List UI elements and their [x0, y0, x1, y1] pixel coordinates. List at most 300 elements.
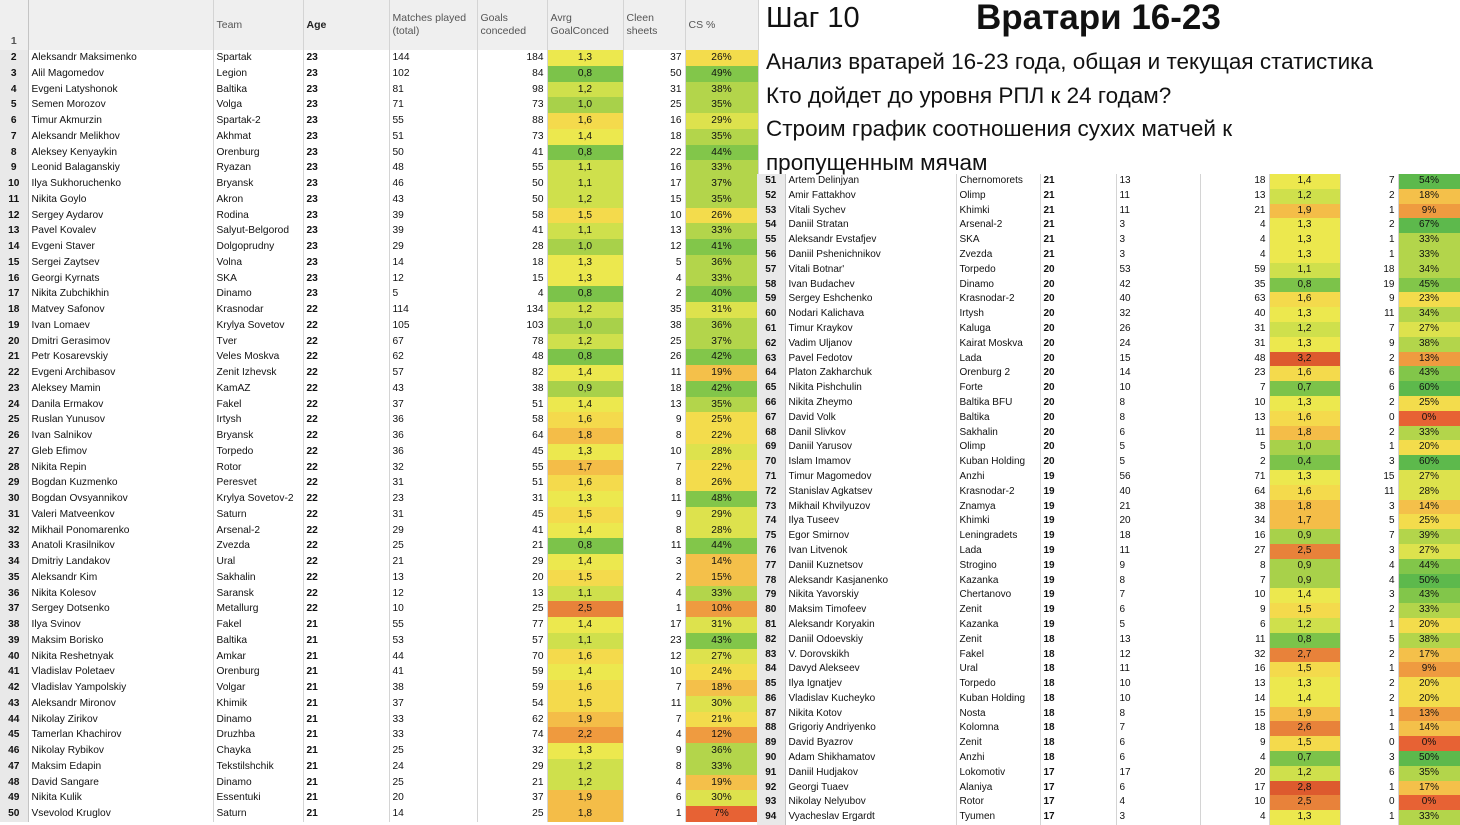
goals-cell[interactable]: 16: [1200, 529, 1269, 544]
cs-pct-cell[interactable]: 49%: [685, 66, 758, 82]
player-name[interactable]: Aleksey Kenyaykin: [28, 145, 213, 161]
cs-pct-cell[interactable]: 25%: [685, 412, 758, 428]
matches-cell[interactable]: 9: [1116, 559, 1200, 574]
goals-cell[interactable]: 71: [1200, 470, 1269, 485]
row-number[interactable]: 76: [757, 544, 785, 559]
goals-cell[interactable]: 32: [477, 743, 547, 759]
avg-goals-cell[interactable]: 1,4: [547, 365, 623, 381]
team-name[interactable]: Kairat Moskva: [956, 337, 1040, 352]
cs-pct-cell[interactable]: 9%: [1398, 204, 1460, 219]
cs-pct-cell[interactable]: 38%: [685, 82, 758, 98]
matches-cell[interactable]: 10: [1116, 677, 1200, 692]
avg-goals-cell[interactable]: 1,3: [1269, 810, 1340, 825]
avg-goals-cell[interactable]: 1,3: [547, 743, 623, 759]
row-number[interactable]: 85: [757, 677, 785, 692]
player-name[interactable]: Aleksey Mamin: [28, 381, 213, 397]
matches-cell[interactable]: 56: [1116, 470, 1200, 485]
goals-cell[interactable]: 18: [477, 255, 547, 271]
goals-cell[interactable]: 27: [1200, 544, 1269, 559]
matches-cell[interactable]: 6: [1116, 426, 1200, 441]
age-cell[interactable]: 23: [303, 176, 389, 192]
clean-sheets-cell[interactable]: 2: [1340, 189, 1398, 204]
team-name[interactable]: Baltika: [213, 82, 303, 98]
goals-cell[interactable]: 13: [477, 586, 547, 602]
clean-sheets-cell[interactable]: 2: [1340, 352, 1398, 367]
cs-pct-cell[interactable]: 7%: [685, 806, 758, 822]
age-cell[interactable]: 19: [1040, 559, 1116, 574]
clean-sheets-cell[interactable]: 7: [623, 680, 685, 696]
row-number[interactable]: 6: [0, 113, 28, 129]
cs-pct-cell[interactable]: 35%: [685, 97, 758, 113]
age-cell[interactable]: 20: [1040, 292, 1116, 307]
cs-pct-cell[interactable]: 25%: [1398, 396, 1460, 411]
matches-cell[interactable]: 6: [1116, 736, 1200, 751]
clean-sheets-cell[interactable]: 17: [623, 617, 685, 633]
goals-cell[interactable]: 50: [477, 176, 547, 192]
avg-goals-cell[interactable]: 1,3: [1269, 337, 1340, 352]
avg-goals-cell[interactable]: 1,2: [1269, 618, 1340, 633]
cs-pct-cell[interactable]: 25%: [1398, 514, 1460, 529]
player-name[interactable]: Timur Akmurzin: [28, 113, 213, 129]
team-name[interactable]: Orenburg: [213, 664, 303, 680]
player-name[interactable]: David Sangare: [28, 775, 213, 791]
team-name[interactable]: Zvezda: [213, 538, 303, 554]
team-name[interactable]: Baltika: [956, 411, 1040, 426]
row-number[interactable]: 46: [0, 743, 28, 759]
matches-cell[interactable]: 4: [1116, 795, 1200, 810]
matches-cell[interactable]: 7: [1116, 721, 1200, 736]
age-cell[interactable]: 22: [303, 318, 389, 334]
age-cell[interactable]: 20: [1040, 322, 1116, 337]
avg-goals-cell[interactable]: 1,9: [1269, 707, 1340, 722]
matches-cell[interactable]: 17: [1116, 766, 1200, 781]
player-name[interactable]: Ivan Budachev: [785, 278, 956, 293]
goals-cell[interactable]: 84: [477, 66, 547, 82]
goals-cell[interactable]: 31: [1200, 322, 1269, 337]
cs-pct-cell[interactable]: 44%: [685, 145, 758, 161]
player-name[interactable]: Danila Ermakov: [28, 397, 213, 413]
goals-cell[interactable]: 58: [477, 208, 547, 224]
clean-sheets-cell[interactable]: 22: [623, 145, 685, 161]
team-name[interactable]: Alaniya: [956, 781, 1040, 796]
goals-cell[interactable]: 184: [477, 50, 547, 66]
player-name[interactable]: Sergey Aydarov: [28, 208, 213, 224]
goals-cell[interactable]: 29: [477, 759, 547, 775]
row-number[interactable]: 71: [757, 470, 785, 485]
cs-pct-cell[interactable]: 30%: [685, 696, 758, 712]
row-number[interactable]: 7: [0, 129, 28, 145]
goals-cell[interactable]: 78: [477, 334, 547, 350]
matches-cell[interactable]: 33: [389, 712, 477, 728]
matches-cell[interactable]: 7: [1116, 588, 1200, 603]
goals-cell[interactable]: 21: [477, 775, 547, 791]
matches-cell[interactable]: 31: [389, 475, 477, 491]
goals-cell[interactable]: 57: [477, 633, 547, 649]
goals-cell[interactable]: 38: [1200, 500, 1269, 515]
clean-sheets-cell[interactable]: 8: [623, 523, 685, 539]
clean-sheets-cell[interactable]: 9: [623, 412, 685, 428]
row-number[interactable]: 64: [757, 366, 785, 381]
row-number[interactable]: 84: [757, 662, 785, 677]
cs-pct-cell[interactable]: 27%: [1398, 470, 1460, 485]
avg-goals-cell[interactable]: 1,9: [547, 712, 623, 728]
age-cell[interactable]: 23: [303, 82, 389, 98]
matches-cell[interactable]: 37: [389, 696, 477, 712]
cs-pct-cell[interactable]: 38%: [1398, 633, 1460, 648]
team-name[interactable]: Anzhi: [956, 751, 1040, 766]
clean-sheets-cell[interactable]: 38: [623, 318, 685, 334]
team-name[interactable]: Ryazan: [213, 160, 303, 176]
matches-cell[interactable]: 29: [389, 239, 477, 255]
row-number[interactable]: 17: [0, 286, 28, 302]
clean-sheets-cell[interactable]: 2: [1340, 648, 1398, 663]
team-name[interactable]: Veles Moskva: [213, 349, 303, 365]
matches-cell[interactable]: 55: [389, 617, 477, 633]
matches-cell[interactable]: 11: [1116, 204, 1200, 219]
age-cell[interactable]: 22: [303, 475, 389, 491]
player-name[interactable]: Nikita Kolesov: [28, 586, 213, 602]
player-name[interactable]: Georgi Kyrnats: [28, 271, 213, 287]
team-name[interactable]: Essentuki: [213, 790, 303, 806]
team-name[interactable]: Torpedo: [956, 677, 1040, 692]
cs-pct-cell[interactable]: 33%: [1398, 426, 1460, 441]
row-number[interactable]: 29: [0, 475, 28, 491]
clean-sheets-cell[interactable]: 6: [1340, 381, 1398, 396]
team-name[interactable]: Tver: [213, 334, 303, 350]
row-number[interactable]: 63: [757, 352, 785, 367]
team-name[interactable]: Zenit: [956, 736, 1040, 751]
age-cell[interactable]: 18: [1040, 662, 1116, 677]
avg-goals-cell[interactable]: 1,0: [547, 97, 623, 113]
player-name[interactable]: Ilya Tuseev: [785, 514, 956, 529]
matches-cell[interactable]: 8: [1116, 707, 1200, 722]
cs-pct-cell[interactable]: 35%: [685, 129, 758, 145]
avg-goals-cell[interactable]: 1,5: [547, 570, 623, 586]
matches-cell[interactable]: 25: [389, 538, 477, 554]
cs-pct-cell[interactable]: 22%: [685, 428, 758, 444]
team-name[interactable]: Volna: [213, 255, 303, 271]
goals-cell[interactable]: 13: [1200, 411, 1269, 426]
cs-pct-cell[interactable]: 50%: [1398, 574, 1460, 589]
age-cell[interactable]: 19: [1040, 603, 1116, 618]
player-name[interactable]: Leonid Balaganskiy: [28, 160, 213, 176]
team-name[interactable]: Tekstilshchik: [213, 759, 303, 775]
goals-cell[interactable]: 134: [477, 302, 547, 318]
team-name[interactable]: Dinamo: [213, 286, 303, 302]
row-number[interactable]: 86: [757, 692, 785, 707]
cs-pct-cell[interactable]: 42%: [685, 349, 758, 365]
avg-goals-cell[interactable]: 1,5: [547, 696, 623, 712]
row-number[interactable]: 28: [0, 460, 28, 476]
team-name[interactable]: Akron: [213, 192, 303, 208]
matches-cell[interactable]: 36: [389, 428, 477, 444]
row-number[interactable]: 72: [757, 485, 785, 500]
age-cell[interactable]: 23: [303, 208, 389, 224]
matches-cell[interactable]: 25: [389, 743, 477, 759]
row-number[interactable]: 38: [0, 617, 28, 633]
age-cell[interactable]: 20: [1040, 307, 1116, 322]
age-cell[interactable]: 21: [1040, 189, 1116, 204]
goals-cell[interactable]: 55: [477, 460, 547, 476]
avg-goals-cell[interactable]: 1,2: [1269, 766, 1340, 781]
player-name[interactable]: Daniil Yarusov: [785, 440, 956, 455]
team-name[interactable]: Akhmat: [213, 129, 303, 145]
age-cell[interactable]: 23: [303, 223, 389, 239]
row-number-header[interactable]: 1: [0, 0, 28, 50]
avg-goals-cell[interactable]: 1,5: [547, 507, 623, 523]
clean-sheets-cell[interactable]: 16: [623, 113, 685, 129]
clean-sheets-cell[interactable]: 37: [623, 50, 685, 66]
goals-cell[interactable]: 50: [477, 192, 547, 208]
clean-sheets-cell[interactable]: 2: [1340, 603, 1398, 618]
goals-cell[interactable]: 16: [1200, 662, 1269, 677]
age-cell[interactable]: 22: [303, 365, 389, 381]
clean-sheets-cell[interactable]: 1: [1340, 810, 1398, 825]
row-number[interactable]: 62: [757, 337, 785, 352]
avg-goals-cell[interactable]: 1,4: [1269, 174, 1340, 189]
player-name[interactable]: Maksim Edapin: [28, 759, 213, 775]
clean-sheets-cell[interactable]: 2: [1340, 396, 1398, 411]
cs-pct-cell[interactable]: 33%: [685, 759, 758, 775]
avg-goals-cell[interactable]: 0,8: [1269, 278, 1340, 293]
matches-cell[interactable]: 10: [1116, 381, 1200, 396]
matches-cell[interactable]: 41: [389, 664, 477, 680]
clean-sheets-cell[interactable]: 9: [623, 507, 685, 523]
age-cell[interactable]: 22: [303, 507, 389, 523]
cs-pct-cell[interactable]: 13%: [1398, 707, 1460, 722]
age-cell[interactable]: 21: [303, 680, 389, 696]
clean-sheets-cell[interactable]: 35: [623, 302, 685, 318]
age-cell[interactable]: 21: [303, 759, 389, 775]
player-name[interactable]: Semen Morozov: [28, 97, 213, 113]
player-name[interactable]: Grigoriy Andriyenko: [785, 721, 956, 736]
age-cell[interactable]: 21: [303, 712, 389, 728]
player-name[interactable]: Timur Kraykov: [785, 322, 956, 337]
goals-cell[interactable]: 48: [1200, 352, 1269, 367]
player-name[interactable]: Aleksandr Maksimenko: [28, 50, 213, 66]
cs-pct-cell[interactable]: 31%: [685, 302, 758, 318]
team-name[interactable]: Irtysh: [213, 412, 303, 428]
row-number[interactable]: 87: [757, 707, 785, 722]
matches-cell[interactable]: 3: [1116, 810, 1200, 825]
clean-sheets-cell[interactable]: 11: [1340, 485, 1398, 500]
age-cell[interactable]: 19: [1040, 588, 1116, 603]
age-cell[interactable]: 19: [1040, 485, 1116, 500]
player-name[interactable]: Georgi Tuaev: [785, 781, 956, 796]
row-number[interactable]: 16: [0, 271, 28, 287]
matches-cell[interactable]: 43: [389, 192, 477, 208]
row-number[interactable]: 20: [0, 334, 28, 350]
row-number[interactable]: 26: [0, 428, 28, 444]
team-name[interactable]: Krylya Sovetov: [213, 318, 303, 334]
age-cell[interactable]: 20: [1040, 278, 1116, 293]
avg-goals-cell[interactable]: 2,7: [1269, 648, 1340, 663]
player-name[interactable]: Nikita Kotov: [785, 707, 956, 722]
clean-sheets-cell[interactable]: 0: [1340, 736, 1398, 751]
team-name[interactable]: Irtysh: [956, 307, 1040, 322]
age-cell[interactable]: 22: [303, 349, 389, 365]
goals-cell[interactable]: 25: [477, 806, 547, 822]
player-name[interactable]: Nikolay Zirikov: [28, 712, 213, 728]
cs-pct-cell[interactable]: 29%: [685, 507, 758, 523]
age-cell[interactable]: 22: [303, 397, 389, 413]
clean-sheets-cell[interactable]: 25: [623, 334, 685, 350]
matches-cell[interactable]: 3: [1116, 218, 1200, 233]
matches-cell[interactable]: 105: [389, 318, 477, 334]
row-number[interactable]: 25: [0, 412, 28, 428]
cs-pct-cell[interactable]: 34%: [1398, 263, 1460, 278]
row-number[interactable]: 30: [0, 491, 28, 507]
cs-pct-cell[interactable]: 33%: [685, 160, 758, 176]
matches-header[interactable]: Matches played (total): [389, 0, 477, 50]
goals-cell[interactable]: 2: [1200, 455, 1269, 470]
player-name[interactable]: Vladislav Yampolskiy: [28, 680, 213, 696]
player-name[interactable]: Daniil Kuznetsov: [785, 559, 956, 574]
age-cell[interactable]: 22: [303, 554, 389, 570]
name-header[interactable]: [28, 0, 213, 50]
age-cell[interactable]: 19: [1040, 574, 1116, 589]
goals-cell[interactable]: 31: [1200, 337, 1269, 352]
clean-sheets-cell[interactable]: 7: [1340, 322, 1398, 337]
age-header[interactable]: Age: [303, 0, 389, 50]
cs-pct-cell[interactable]: 67%: [1398, 218, 1460, 233]
team-name[interactable]: Sakhalin: [956, 426, 1040, 441]
age-cell[interactable]: 19: [1040, 544, 1116, 559]
row-number[interactable]: 32: [0, 523, 28, 539]
matches-cell[interactable]: 102: [389, 66, 477, 82]
team-name[interactable]: Ural: [213, 554, 303, 570]
goals-cell[interactable]: 41: [477, 223, 547, 239]
cs-pct-cell[interactable]: 27%: [685, 649, 758, 665]
matches-cell[interactable]: 8: [1116, 574, 1200, 589]
player-name[interactable]: Timur Magomedov: [785, 470, 956, 485]
cs-pct-cell[interactable]: 39%: [1398, 529, 1460, 544]
avg-goals-cell[interactable]: 1,1: [547, 176, 623, 192]
matches-cell[interactable]: 36: [389, 412, 477, 428]
team-name[interactable]: Zenit Izhevsk: [213, 365, 303, 381]
player-name[interactable]: Sergey Dotsenko: [28, 601, 213, 617]
goals-cell[interactable]: 18: [1200, 721, 1269, 736]
matches-cell[interactable]: 81: [389, 82, 477, 98]
row-number[interactable]: 35: [0, 570, 28, 586]
age-cell[interactable]: 20: [1040, 426, 1116, 441]
goals-cell[interactable]: 70: [477, 649, 547, 665]
row-number[interactable]: 19: [0, 318, 28, 334]
row-number[interactable]: 51: [757, 174, 785, 189]
avg-goals-cell[interactable]: 1,1: [547, 160, 623, 176]
team-name[interactable]: Salyut-Belgorod: [213, 223, 303, 239]
player-name[interactable]: Egor Smirnov: [785, 529, 956, 544]
age-cell[interactable]: 22: [303, 538, 389, 554]
row-number[interactable]: 50: [0, 806, 28, 822]
avg-goals-cell[interactable]: 0,7: [1269, 751, 1340, 766]
player-name[interactable]: David Volk: [785, 411, 956, 426]
player-name[interactable]: Daniil Stratan: [785, 218, 956, 233]
avg-goals-cell[interactable]: 1,5: [1269, 662, 1340, 677]
row-number[interactable]: 74: [757, 514, 785, 529]
player-name[interactable]: Aleksandr Kasjanenko: [785, 574, 956, 589]
player-name[interactable]: Dmitriy Landakov: [28, 554, 213, 570]
team-name[interactable]: Spartak-2: [213, 113, 303, 129]
age-cell[interactable]: 22: [303, 381, 389, 397]
age-cell[interactable]: 20: [1040, 263, 1116, 278]
matches-cell[interactable]: 46: [389, 176, 477, 192]
age-cell[interactable]: 22: [303, 491, 389, 507]
team-name[interactable]: Krasnodar: [213, 302, 303, 318]
goals-cell[interactable]: 55: [477, 160, 547, 176]
avg-goals-cell[interactable]: 1,2: [547, 759, 623, 775]
player-name[interactable]: Petr Kosarevskiy: [28, 349, 213, 365]
player-name[interactable]: Daniil Pshenichnikov: [785, 248, 956, 263]
clean-sheets-cell[interactable]: 11: [623, 538, 685, 554]
age-cell[interactable]: 21: [1040, 204, 1116, 219]
age-cell[interactable]: 23: [303, 145, 389, 161]
avg-goals-cell[interactable]: 1,5: [1269, 603, 1340, 618]
team-name[interactable]: SKA: [956, 233, 1040, 248]
age-cell[interactable]: 20: [1040, 411, 1116, 426]
avg-goals-cell[interactable]: 1,2: [1269, 189, 1340, 204]
row-number[interactable]: 49: [0, 790, 28, 806]
age-cell[interactable]: 18: [1040, 721, 1116, 736]
player-name[interactable]: Aleksandr Kim: [28, 570, 213, 586]
goals-cell[interactable]: 45: [477, 507, 547, 523]
avg-goals-cell[interactable]: 1,3: [1269, 677, 1340, 692]
row-number[interactable]: 47: [0, 759, 28, 775]
matches-cell[interactable]: 13: [389, 570, 477, 586]
matches-cell[interactable]: 11: [1116, 544, 1200, 559]
team-name[interactable]: Kuban Holding: [956, 455, 1040, 470]
row-number[interactable]: 54: [757, 218, 785, 233]
goals-cell[interactable]: 5: [1200, 440, 1269, 455]
player-name[interactable]: Maksim Borisko: [28, 633, 213, 649]
avg-goals-cell[interactable]: 1,3: [547, 444, 623, 460]
age-cell[interactable]: 23: [303, 129, 389, 145]
team-name[interactable]: Saturn: [213, 806, 303, 822]
cs-pct-cell[interactable]: 27%: [1398, 322, 1460, 337]
clean-sheets-cell[interactable]: 7: [623, 460, 685, 476]
row-number[interactable]: 36: [0, 586, 28, 602]
clean-sheets-cell[interactable]: 13: [623, 223, 685, 239]
cs-pct-cell[interactable]: 18%: [1398, 189, 1460, 204]
team-name[interactable]: Fakel: [213, 397, 303, 413]
avg-goals-cell[interactable]: 1,1: [547, 633, 623, 649]
matches-cell[interactable]: 62: [389, 349, 477, 365]
matches-cell[interactable]: 31: [389, 507, 477, 523]
matches-cell[interactable]: 10: [1116, 692, 1200, 707]
team-name[interactable]: Znamya: [956, 500, 1040, 515]
clean-sheets-cell[interactable]: 1: [1340, 618, 1398, 633]
goals-header[interactable]: Goals conceded: [477, 0, 547, 50]
age-cell[interactable]: 19: [1040, 618, 1116, 633]
matches-cell[interactable]: 36: [389, 444, 477, 460]
avg-goals-cell[interactable]: 0,8: [1269, 633, 1340, 648]
goals-cell[interactable]: 77: [477, 617, 547, 633]
avg-goals-cell[interactable]: 1,5: [1269, 736, 1340, 751]
age-cell[interactable]: 22: [303, 570, 389, 586]
player-name[interactable]: Evgeni Archibasov: [28, 365, 213, 381]
matches-cell[interactable]: 38: [389, 680, 477, 696]
player-name[interactable]: Ilya Svinov: [28, 617, 213, 633]
cs-pct-cell[interactable]: 26%: [685, 50, 758, 66]
cs-pct-cell[interactable]: 21%: [685, 712, 758, 728]
row-number[interactable]: 13: [0, 223, 28, 239]
goals-cell[interactable]: 25: [477, 601, 547, 617]
age-cell[interactable]: 18: [1040, 707, 1116, 722]
matches-cell[interactable]: 44: [389, 649, 477, 665]
goals-cell[interactable]: 9: [1200, 603, 1269, 618]
goals-cell[interactable]: 54: [477, 696, 547, 712]
clean-sheets-cell[interactable]: 4: [623, 271, 685, 287]
